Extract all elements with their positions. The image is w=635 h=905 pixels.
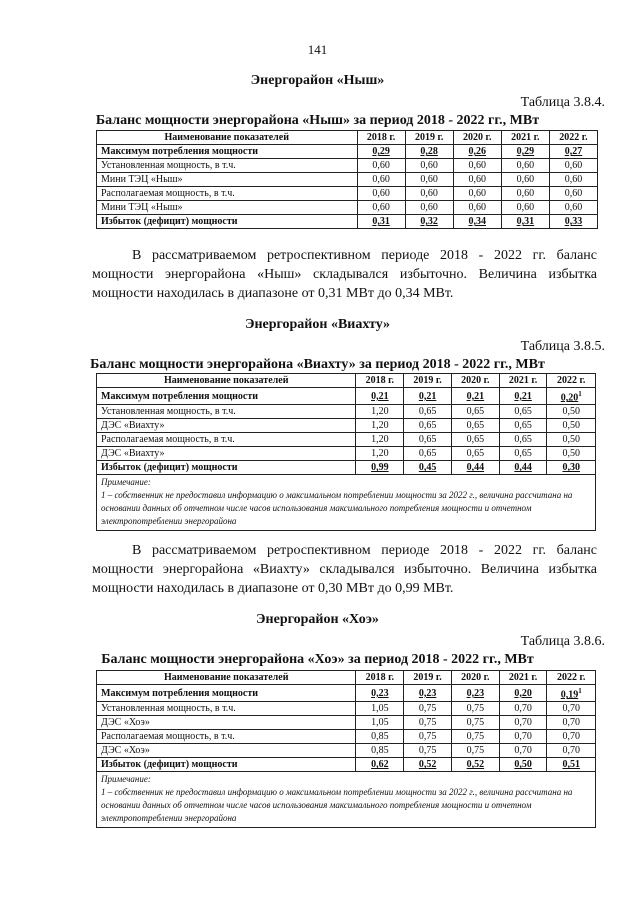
row-value: 1,20 — [356, 447, 404, 461]
paragraph-viakhtu: В рассматриваемом ретроспективном периоде 2018 - 2022 гг. баланс мощности энергорайона «Виахту» складывался избыточно. Величина избытка мощности находилась в диапазоне от 0,30 МВт до 0,99 МВт. — [92, 543, 597, 596]
row-value: 0,65 — [404, 447, 452, 461]
row-value: 0,50 — [499, 758, 547, 772]
row-label: Мини ТЭЦ «Ныш» — [97, 173, 358, 187]
balance-table-khoe — [96, 670, 596, 828]
row-value: 0,51 — [547, 758, 596, 772]
row-value: 0,60 — [501, 159, 549, 173]
table-title: Баланс мощности энергорайона «Виахту» за период 2018 - 2022 гг., МВт — [90, 357, 545, 372]
row-value: 0,62 — [356, 758, 404, 772]
table-row — [97, 685, 596, 702]
table-row — [97, 173, 598, 187]
header-year: 2021 г. — [501, 131, 549, 145]
row-label: Максимум потребления мощности — [97, 388, 356, 405]
row-value: 0,19$^1$ — [547, 685, 596, 702]
row-value: 0,60 — [549, 173, 597, 187]
row-value: 0,65 — [451, 405, 499, 419]
row-value: 0,60 — [453, 173, 501, 187]
row-value: 0,65 — [499, 419, 547, 433]
row-value: 0,65 — [451, 433, 499, 447]
header-year: 2020 г. — [453, 131, 501, 145]
row-value: 0,31 — [357, 215, 405, 229]
row-value: 0,70 — [499, 744, 547, 758]
row-label: Максимум потребления мощности — [97, 685, 356, 702]
header-year: 2021 г. — [499, 374, 547, 388]
row-value: 0,75 — [404, 730, 452, 744]
header-year: 2022 г. — [547, 671, 596, 685]
row-value: 0,85 — [356, 744, 404, 758]
header-year: 2022 г. — [549, 131, 597, 145]
row-value: 0,33 — [549, 215, 597, 229]
table-note — [97, 475, 596, 531]
header-indicator: Наименование показателей — [97, 671, 356, 685]
table-row — [97, 215, 598, 229]
row-value: 0,60 — [549, 159, 597, 173]
section-khoe — [0, 612, 635, 668]
row-value: 0,23 — [356, 685, 404, 702]
row-value: 0,60 — [357, 187, 405, 201]
row-value: 0,65 — [451, 447, 499, 461]
row-value: 0,70 — [547, 730, 596, 744]
header-year: 2018 г. — [356, 374, 404, 388]
note-text: 1 – собственник не предоставил информацию о максимальном потреблении мощности за 2022 г., величина рассчитана на основании данных об отчетном числе часов использования максимального потребления мощности и отчетном электропотреблении энергорайона — [101, 787, 573, 824]
table-row — [97, 702, 596, 716]
row-value: 0,52 — [404, 758, 452, 772]
row-value: 0,21 — [451, 388, 499, 405]
header-year: 2018 г. — [357, 131, 405, 145]
row-value: 0,65 — [499, 405, 547, 419]
table-header-row — [97, 374, 596, 388]
row-value: 0,34 — [453, 215, 501, 229]
row-value: 0,50 — [547, 405, 596, 419]
row-value: 0,85 — [356, 730, 404, 744]
row-value: 0,26 — [453, 145, 501, 159]
row-value: 0,60 — [501, 187, 549, 201]
row-label: Располагаемая мощность, в т.ч. — [97, 730, 356, 744]
balance-table-viakhtu — [96, 373, 596, 531]
table-row — [97, 145, 598, 159]
row-value: 0,75 — [451, 702, 499, 716]
table-number: Таблица 3.8.5. — [520, 339, 605, 354]
page-number: 141 — [307, 42, 328, 57]
table-title: Баланс мощности энергорайона «Хоэ» за период 2018 - 2022 гг., МВт — [101, 652, 534, 667]
row-value: 0,20$^1$ — [547, 388, 596, 405]
row-value: 0,44 — [499, 461, 547, 475]
row-value: 0,45 — [404, 461, 452, 475]
row-value: 0,70 — [547, 702, 596, 716]
table-header-row — [97, 131, 598, 145]
row-value: 0,44 — [451, 461, 499, 475]
table-row — [97, 730, 596, 744]
table-row — [97, 159, 598, 173]
balance-table-nysh — [96, 130, 598, 229]
row-value: 0,29 — [501, 145, 549, 159]
row-label: ДЭС «Виахту» — [97, 419, 356, 433]
header-indicator: Наименование показателей — [97, 374, 356, 388]
row-value: 0,50 — [547, 433, 596, 447]
region-title: Энергорайон «Ныш» — [250, 73, 385, 88]
row-value: 0,60 — [405, 159, 453, 173]
header-year: 2022 г. — [547, 374, 596, 388]
row-label: Установленная мощность, в т.ч. — [97, 405, 356, 419]
row-value: 0,75 — [404, 744, 452, 758]
note-text: 1 – собственник не предоставил информацию о максимальном потреблении мощности за 2022 г., величина рассчитана на основании данных об отчетном числе часов использования максимального потребления мощности и отчетном электропотреблении энергорайона — [101, 490, 573, 527]
table-row — [97, 744, 596, 758]
row-value: 0,27 — [549, 145, 597, 159]
row-value: 0,50 — [547, 419, 596, 433]
row-value: 0,32 — [405, 215, 453, 229]
row-value: 0,21 — [356, 388, 404, 405]
row-value: 0,99 — [356, 461, 404, 475]
row-label: Максимум потребления мощности — [97, 145, 358, 159]
row-value: 0,21 — [499, 388, 547, 405]
row-value: 0,75 — [404, 716, 452, 730]
table-row — [97, 405, 596, 419]
row-value: 0,75 — [451, 730, 499, 744]
table-title: Баланс мощности энергорайона «Ныш» за период 2018 - 2022 гг., МВт — [95, 113, 540, 128]
row-value: 0,29 — [357, 145, 405, 159]
table-row — [97, 388, 596, 405]
row-value: 0,60 — [549, 187, 597, 201]
row-value: 0,23 — [451, 685, 499, 702]
header-year: 2020 г. — [451, 374, 499, 388]
table-row — [97, 758, 596, 772]
row-value: 0,50 — [547, 447, 596, 461]
note-title: Примечание: — [101, 477, 151, 488]
row-value: 0,60 — [501, 173, 549, 187]
row-value: 0,65 — [499, 433, 547, 447]
footnote-mark: 1 — [578, 390, 582, 398]
row-value: 0,60 — [405, 201, 453, 215]
row-value: 0,70 — [499, 730, 547, 744]
row-label: Избыток (дефицит) мощности — [97, 758, 356, 772]
row-label: Мини ТЭЦ «Ныш» — [97, 201, 358, 215]
row-value: 0,60 — [453, 187, 501, 201]
section-viakhtu — [0, 317, 635, 373]
row-value: 0,70 — [499, 702, 547, 716]
note-row — [97, 475, 596, 531]
row-label: Избыток (дефицит) мощности — [97, 461, 356, 475]
row-value: 0,65 — [404, 419, 452, 433]
row-value: 0,21 — [404, 388, 452, 405]
row-value: 1,20 — [356, 433, 404, 447]
paragraph-nysh: В рассматриваемом ретроспективном периоде 2018 - 2022 гг. баланс мощности энергорайона «Ныш» складывался избыточно. Величина избытка мощности находилась в диапазоне от 0,31 МВт до 0,34 МВт. — [92, 248, 597, 301]
header-year: 2020 г. — [451, 671, 499, 685]
table-row — [97, 447, 596, 461]
row-label: Избыток (дефицит) мощности — [97, 215, 358, 229]
row-value: 0,65 — [451, 419, 499, 433]
header-year: 2019 г. — [405, 131, 453, 145]
region-title: Энергорайон «Хоэ» — [256, 612, 379, 627]
row-value: 0,75 — [451, 716, 499, 730]
row-value: 0,23 — [404, 685, 452, 702]
row-value: 0,30 — [547, 461, 596, 475]
table-row — [97, 461, 596, 475]
row-value: 0,60 — [405, 187, 453, 201]
row-value: 0,60 — [453, 201, 501, 215]
table-header-row — [97, 671, 596, 685]
row-value: 0,75 — [404, 702, 452, 716]
table-number: Таблица 3.8.6. — [520, 634, 605, 649]
table-row — [97, 187, 598, 201]
footnote-mark: 1 — [578, 687, 582, 695]
row-value: 0,60 — [357, 173, 405, 187]
row-value: 0,65 — [404, 405, 452, 419]
header-year: 2018 г. — [356, 671, 404, 685]
row-value: 0,20 — [499, 685, 547, 702]
section-nysh — [0, 73, 635, 129]
row-value: 0,31 — [501, 215, 549, 229]
row-label: Располагаемая мощность, в т.ч. — [97, 433, 356, 447]
row-value: 0,65 — [404, 433, 452, 447]
header-year: 2021 г. — [499, 671, 547, 685]
row-value: 0,60 — [405, 173, 453, 187]
header-year: 2019 г. — [404, 374, 452, 388]
table-number: Таблица 3.8.4. — [520, 95, 605, 110]
row-value: 1,20 — [356, 405, 404, 419]
row-value: 0,60 — [501, 201, 549, 215]
table-row — [97, 201, 598, 215]
row-value: 1,05 — [356, 716, 404, 730]
row-value: 0,60 — [357, 201, 405, 215]
row-value: 0,75 — [451, 744, 499, 758]
header-indicator: Наименование показателей — [97, 131, 358, 145]
row-label: ДЭС «Хоэ» — [97, 716, 356, 730]
row-value: 0,65 — [499, 447, 547, 461]
region-title: Энергорайон «Виахту» — [244, 317, 391, 332]
row-value: 0,70 — [547, 744, 596, 758]
table-row — [97, 419, 596, 433]
row-value: 1,05 — [356, 702, 404, 716]
row-label: Установленная мощность, в т.ч. — [97, 159, 358, 173]
row-label: Установленная мощность, в т.ч. — [97, 702, 356, 716]
row-value: 1,20 — [356, 419, 404, 433]
note-title: Примечание: — [101, 774, 151, 785]
row-label: ДЭС «Виахту» — [97, 447, 356, 461]
row-value: 0,60 — [357, 159, 405, 173]
table-note — [97, 772, 596, 828]
table-row — [97, 716, 596, 730]
row-value: 0,70 — [499, 716, 547, 730]
row-value: 0,60 — [549, 201, 597, 215]
row-value: 0,60 — [453, 159, 501, 173]
table-row — [97, 433, 596, 447]
header-year: 2019 г. — [404, 671, 452, 685]
row-label: Располагаемая мощность, в т.ч. — [97, 187, 358, 201]
row-value: 0,52 — [451, 758, 499, 772]
row-value: 0,28 — [405, 145, 453, 159]
note-row — [97, 772, 596, 828]
row-label: ДЭС «Хоэ» — [97, 744, 356, 758]
row-value: 0,70 — [547, 716, 596, 730]
